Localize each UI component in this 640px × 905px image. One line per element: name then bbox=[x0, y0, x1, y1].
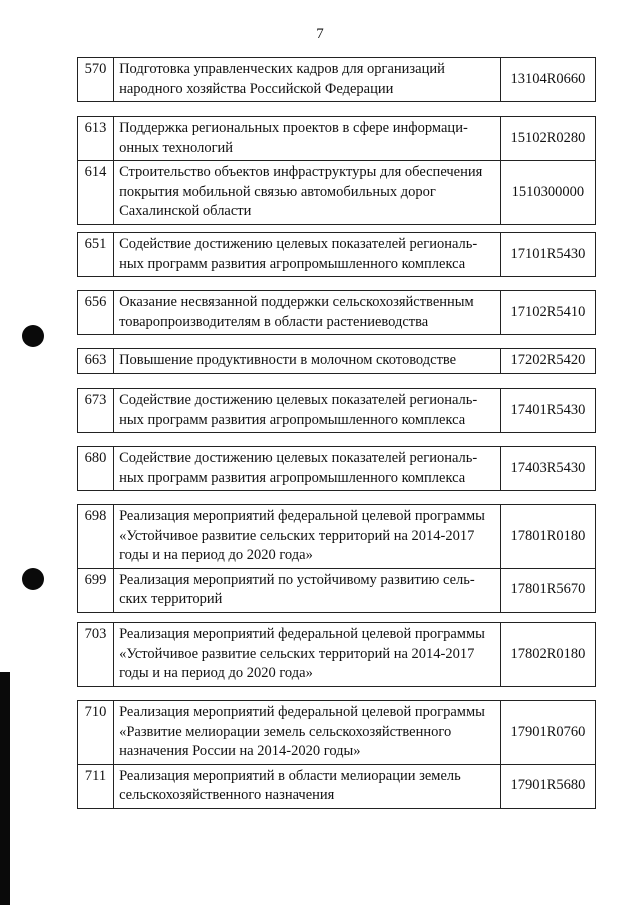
row-code: 17801R5670 bbox=[500, 568, 595, 612]
table-row bbox=[78, 58, 596, 102]
table-row bbox=[78, 389, 596, 433]
row-number: 711 bbox=[78, 764, 114, 808]
row-name: Оказание несвязанной поддержки сельскохозяйственным товаропроизводителям в области растениеводства bbox=[114, 291, 501, 335]
row-name: Подготовка управленческих кадров для организаций народного хозяйства Российской Федерации bbox=[114, 58, 501, 102]
row-number: 699 bbox=[78, 568, 114, 612]
table-row bbox=[78, 117, 596, 161]
table-row bbox=[78, 161, 596, 225]
row-code: 17901R5680 bbox=[500, 764, 595, 808]
table-group-656 bbox=[77, 290, 596, 335]
table-row bbox=[78, 623, 596, 687]
table-group-651 bbox=[77, 232, 596, 277]
row-number: 656 bbox=[78, 291, 114, 335]
punch-hole-bottom-mark bbox=[22, 568, 44, 590]
table-row bbox=[78, 701, 596, 765]
punch-hole-top-mark bbox=[22, 325, 44, 347]
row-number: 663 bbox=[78, 349, 114, 374]
table-group-680 bbox=[77, 446, 596, 491]
row-number: 703 bbox=[78, 623, 114, 687]
row-name: Реализация мероприятий по устойчивому развитию сельских территорий bbox=[114, 568, 501, 612]
row-code: 17101R5430 bbox=[500, 233, 595, 277]
row-name: Реализация мероприятий в области мелиорации земель сельскохозяйственного назначения bbox=[114, 764, 501, 808]
row-code: 13104R0660 bbox=[500, 58, 595, 102]
row-name: Повышение продуктивности в молочном скотоводстве bbox=[114, 349, 501, 374]
row-code: 17202R5420 bbox=[500, 349, 595, 374]
table-row bbox=[78, 233, 596, 277]
row-name: Содействие достижению целевых показателей региональных программ развития агропромышленного комплекса bbox=[114, 233, 501, 277]
row-number: 651 bbox=[78, 233, 114, 277]
row-number: 673 bbox=[78, 389, 114, 433]
scan-edge-mark bbox=[0, 672, 10, 905]
row-number: 614 bbox=[78, 161, 114, 225]
table-group-663 bbox=[77, 348, 596, 374]
row-name: Реализация мероприятий федеральной целевой программы «Устойчивое развитие сельских территорий на 2014-2017 годы и на период до 2020 года» bbox=[114, 623, 501, 687]
row-code: 17802R0180 bbox=[500, 623, 595, 687]
row-code: 17403R5430 bbox=[500, 447, 595, 491]
row-name: Содействие достижению целевых показателей региональных программ развития агропромышленного комплекса bbox=[114, 447, 501, 491]
row-code: 1510300000 bbox=[500, 161, 595, 225]
row-number: 698 bbox=[78, 505, 114, 569]
row-name: Строительство объектов инфраструктуры для обеспечения покрытия мобильной связью автомобильных дорог Сахалинской области bbox=[114, 161, 501, 225]
table-group-710-711 bbox=[77, 700, 596, 809]
row-number: 710 bbox=[78, 701, 114, 765]
row-name: Реализация мероприятий федеральной целевой программы «Развитие мелиорации земель сельскохозяйственного назначения России на 2014-2020 годы» bbox=[114, 701, 501, 765]
row-code: 17901R0760 bbox=[500, 701, 595, 765]
row-number: 680 bbox=[78, 447, 114, 491]
table-group-673 bbox=[77, 388, 596, 433]
table-group-698-699 bbox=[77, 504, 596, 613]
table-row bbox=[78, 447, 596, 491]
table-group-570 bbox=[77, 57, 596, 102]
table-group-703 bbox=[77, 622, 596, 687]
row-code: 15102R0280 bbox=[500, 117, 595, 161]
table-group-613-614 bbox=[77, 116, 596, 225]
row-name: Реализация мероприятий федеральной целевой программы «Устойчивое развитие сельских территорий на 2014-2017 годы и на период до 2020 года» bbox=[114, 505, 501, 569]
table-row bbox=[78, 349, 596, 374]
row-code: 17102R5410 bbox=[500, 291, 595, 335]
table-row bbox=[78, 764, 596, 808]
row-name: Поддержка региональных проектов в сфере информационных технологий bbox=[114, 117, 501, 161]
page-number: 7 bbox=[316, 26, 324, 42]
row-code: 17401R5430 bbox=[500, 389, 595, 433]
row-code: 17801R0180 bbox=[500, 505, 595, 569]
row-number: 613 bbox=[78, 117, 114, 161]
table-row bbox=[78, 291, 596, 335]
table-row bbox=[78, 505, 596, 569]
row-name: Содействие достижению целевых показателей региональных программ развития агропромышленного комплекса bbox=[114, 389, 501, 433]
row-number: 570 bbox=[78, 58, 114, 102]
table-row bbox=[78, 568, 596, 612]
